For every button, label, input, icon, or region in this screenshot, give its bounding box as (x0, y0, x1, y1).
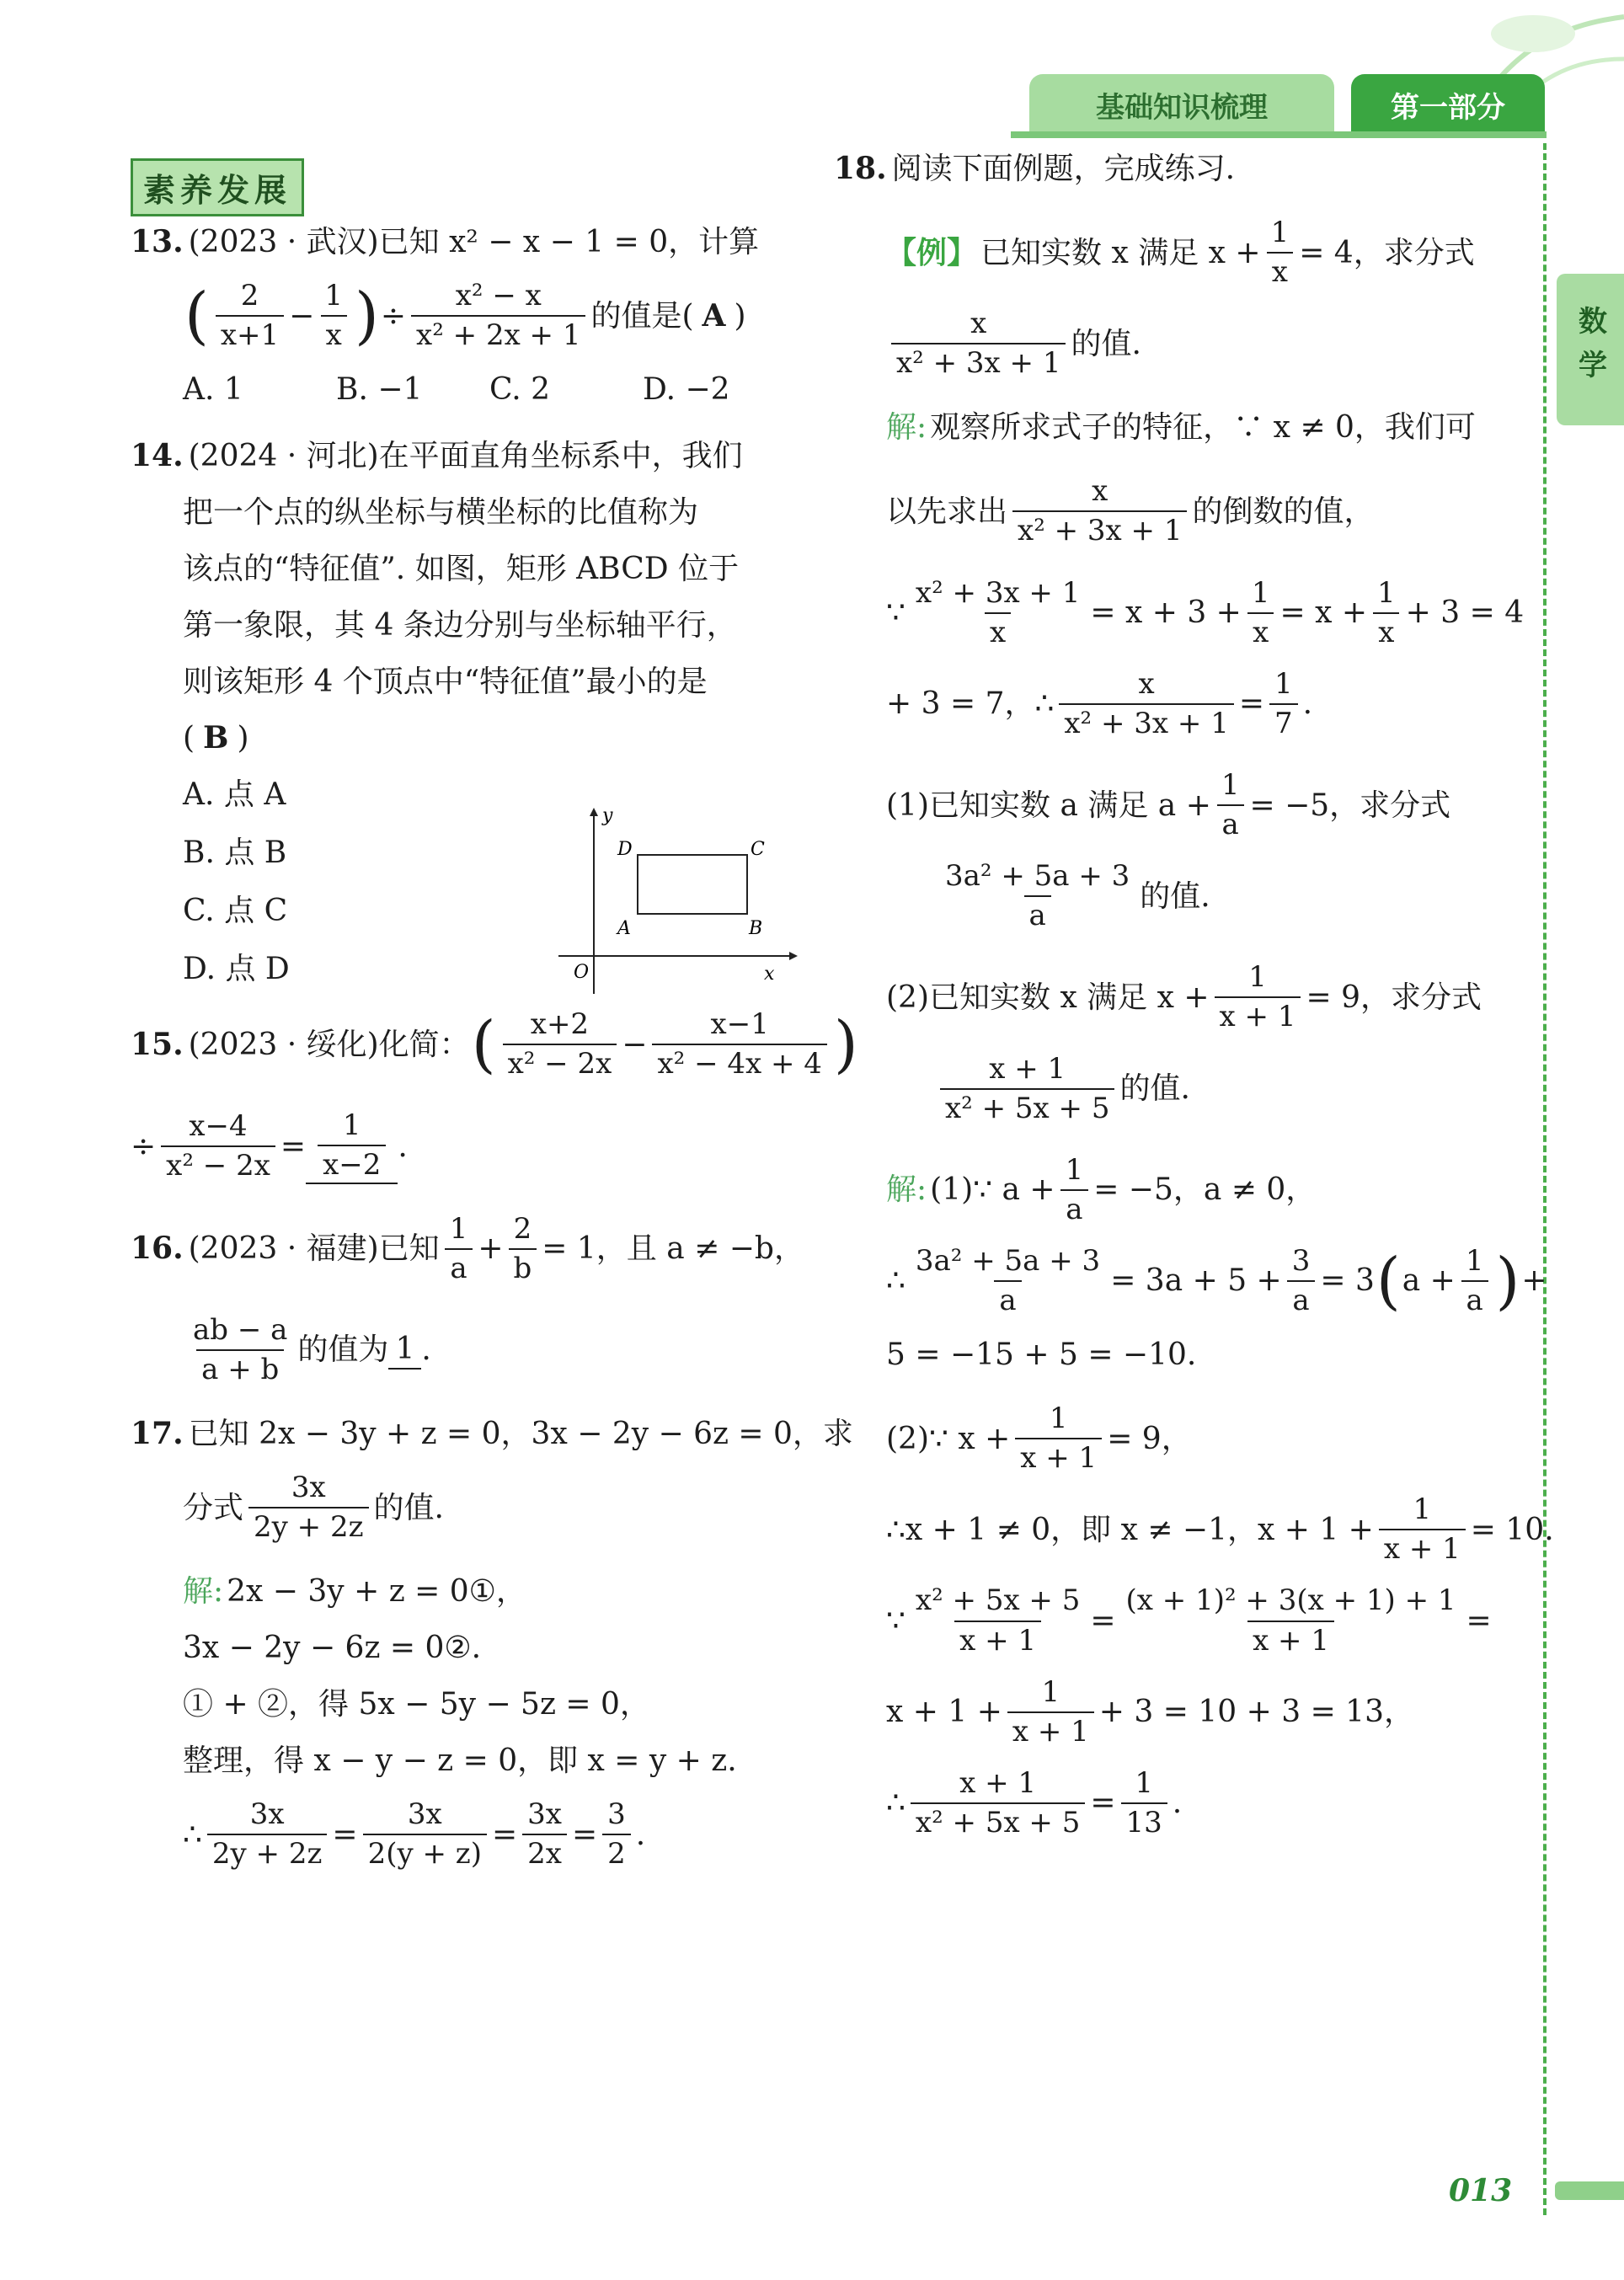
q17-tail: 的值. (373, 1490, 444, 1525)
q17-number: 17. (131, 1415, 184, 1451)
q18-example-sol-2 (834, 475, 1508, 547)
q18-sol2-line-3 (834, 1584, 1508, 1657)
section-badge: 素养发展 (131, 158, 304, 216)
numerator: 1 (1221, 767, 1240, 802)
q16-tail: 的值为 (297, 1332, 389, 1368)
denominator: x + 1 (1007, 1711, 1094, 1749)
fraction (602, 1798, 631, 1871)
fraction (207, 1798, 328, 1871)
fraction (1060, 1154, 1089, 1226)
paren-close: ) (734, 298, 746, 334)
numerator: x+2 (530, 1007, 590, 1042)
paren-close: ) (833, 1008, 858, 1081)
q13-text: (2023 · 武汉)已知 x² − x − 1 = 0，计算 (188, 225, 760, 259)
q14-line-2 (131, 494, 796, 531)
solution-text: = 9， (1107, 1421, 1192, 1456)
denominator: x−2 (318, 1145, 386, 1182)
option-a: A. 点 A (183, 777, 286, 813)
numerator: x−4 (189, 1109, 248, 1144)
numerator: 1 (1041, 1674, 1060, 1709)
solution-text: = 3a + 5 + (1110, 1263, 1282, 1299)
rectangle-abcd (638, 855, 747, 914)
numerator: 1 (1251, 575, 1270, 610)
option-c: C. 点 C (183, 894, 288, 929)
solution-text: = x + (1279, 595, 1368, 631)
q17-sol-2 (131, 1629, 796, 1667)
q14-line-5 (131, 663, 796, 701)
fraction (891, 307, 1066, 380)
numerator: 3x (291, 1470, 326, 1504)
operator: = (1090, 1604, 1116, 1639)
fraction (509, 1213, 537, 1285)
operator: = (332, 1817, 358, 1852)
solution-text: 整理，得 x − y − z = 0，即 x = y + z. (183, 1743, 737, 1779)
fraction (1059, 668, 1233, 740)
q15-answer-blank (306, 1109, 398, 1183)
q16-line-1 (131, 1211, 804, 1285)
fraction (911, 1767, 1085, 1839)
q15-line-2 (131, 1109, 796, 1183)
fraction (911, 577, 1085, 649)
numerator: 1 (324, 279, 343, 312)
numerator: 1 (1274, 666, 1293, 701)
denominator: a (1024, 895, 1051, 932)
therefore-symbol: ∴ (886, 1263, 905, 1299)
q13-options (131, 371, 796, 408)
example-text: = 4，求分式 (1299, 235, 1475, 270)
part-text: (2)已知实数 x 满足 x + (886, 980, 1210, 1015)
label-b: B (749, 918, 763, 939)
left-column (131, 223, 858, 1872)
fraction (522, 1798, 567, 1871)
q18-example-line-2 (834, 307, 1508, 380)
denominator: x + 1 (1215, 996, 1301, 1033)
q18-sol1-line-3 (834, 1336, 1508, 1374)
fraction (363, 1798, 487, 1871)
paren-open: ( (471, 1008, 496, 1081)
q18-stem (834, 150, 1508, 188)
denominator: x + 1 (1379, 1529, 1466, 1566)
part-text: = 9，求分式 (1306, 980, 1482, 1015)
solution-text: x + 1 ≠ 0，即 x ≠ −1，x + 1 + (905, 1512, 1374, 1547)
right-column (834, 150, 1554, 1839)
q14-text: 把一个点的纵坐标与横坐标的比值称为 (183, 495, 699, 531)
numerator: 2 (240, 279, 259, 312)
numerator: 1 (1413, 1492, 1432, 1527)
q14-text: 第一象限，其 4 条边分别与坐标轴平行， (183, 608, 737, 643)
solution-text: + 3 = 7， (886, 686, 1035, 722)
q16-number: 16. (131, 1231, 184, 1267)
subject-side-tab: 数学 (1557, 274, 1624, 425)
q14-number: 14. (131, 438, 184, 474)
denominator: 2y + 2z (248, 1507, 369, 1544)
solution-text: = −5，a ≠ 0， (1093, 1172, 1317, 1208)
option-b: B. 点 B (183, 836, 287, 871)
numerator: 1 (1465, 1243, 1484, 1278)
q17-prefix: 分式 (183, 1490, 244, 1525)
numerator: x² − x (455, 279, 542, 312)
solution-text: 观察所求式子的特征，∵ x ≠ 0，我们可 (930, 410, 1476, 446)
q16-text: (2023 · 福建)已知 (188, 1231, 440, 1267)
example-text: 的值. (1071, 326, 1141, 361)
denominator: x (1373, 612, 1399, 649)
q18-example-sol-3 (834, 575, 1525, 649)
fraction (1372, 577, 1401, 649)
numerator: 1 (449, 1211, 468, 1246)
fraction (1015, 1402, 1102, 1475)
label-x: x (764, 964, 775, 985)
numerator: 1 (1270, 216, 1290, 249)
q18-part2-line-1 (834, 961, 1508, 1033)
x-axis-arrow (789, 952, 798, 960)
solution-text: 3x − 2y − 6z = 0②. (183, 1631, 482, 1666)
denominator: 2 (602, 1834, 631, 1871)
part-text: 的值. (1140, 878, 1210, 914)
solution-text: = x + 3 + (1090, 595, 1242, 631)
operator: ÷ (131, 1129, 157, 1164)
denominator: 13 (1121, 1802, 1167, 1839)
header-part-tab: 第一部分 (1351, 74, 1545, 135)
q13-stem (131, 223, 796, 261)
fraction (188, 1314, 292, 1386)
period: . (421, 1332, 431, 1368)
fraction (1121, 1584, 1461, 1657)
numerator: 3x (407, 1797, 442, 1832)
denominator: 7 (1269, 703, 1298, 740)
q16-condition: = 1，且 a ≠ −b， (542, 1231, 804, 1267)
q18-part2-line-2 (834, 1053, 1508, 1125)
solution-text: = 10. (1470, 1512, 1554, 1547)
q18-number: 18. (834, 151, 887, 186)
solution-label: 解: (886, 1172, 927, 1208)
label-origin: O (574, 962, 590, 983)
q16-answer-blank (388, 1330, 421, 1370)
q17-text: 已知 2x − 3y + z = 0，3x − 2y − 6z = 0，求 (188, 1416, 853, 1451)
numerator: x + 1 (989, 1051, 1066, 1086)
denominator: x² + 3x + 1 (1012, 510, 1187, 547)
numerator: 2 (513, 1211, 532, 1246)
q18-example-sol-1 (834, 408, 1508, 446)
denominator: x² − 2x (161, 1145, 275, 1183)
q13-expression (131, 280, 796, 352)
numerator: x² + 3x + 1 (915, 575, 1081, 610)
solution-text: x + 1 + (886, 1695, 1002, 1730)
denominator: x² + 2x + 1 (411, 315, 585, 352)
q17-sol-4 (131, 1742, 796, 1780)
q15-number: 15. (131, 1026, 184, 1062)
numerator: 1 (1135, 1765, 1153, 1800)
paren-open: ( (1376, 1244, 1401, 1317)
q14-line-3 (131, 550, 796, 588)
fraction (940, 860, 1135, 932)
solution-text: a + (1402, 1263, 1456, 1299)
part-text: = −5，求分式 (1249, 788, 1451, 823)
option-b: B. −1 (336, 372, 423, 408)
q13-number: 13. (131, 224, 184, 259)
q18-sol2-line-2 (834, 1492, 1554, 1567)
fraction (1266, 216, 1295, 289)
paren-close: ) (1495, 1244, 1520, 1317)
label-a: A (617, 918, 631, 939)
denominator: x (321, 315, 347, 352)
denominator: x² + 5x + 5 (911, 1802, 1085, 1839)
q18-sol1-line-1 (834, 1154, 1508, 1226)
q18-text: 阅读下面例题，完成练习. (891, 152, 1236, 186)
denominator: 2y + 2z (207, 1834, 328, 1871)
numerator: x (970, 307, 987, 341)
numerator: x + 1 (959, 1765, 1037, 1800)
denominator: a (1287, 1280, 1314, 1317)
operator: = (571, 1817, 598, 1852)
fraction (652, 1008, 826, 1081)
q18-sol2-line-5 (834, 1767, 1508, 1839)
q14-answer-line (131, 719, 796, 757)
therefore-symbol: ∴ (886, 1512, 905, 1547)
q16-answer: 1 (395, 1332, 415, 1367)
operator: = (491, 1817, 518, 1852)
fraction (1012, 475, 1187, 547)
label-d: D (617, 839, 633, 860)
q14-text: (2024 · 河北)在平面直角坐标系中，我们 (188, 439, 743, 474)
paren-close: ) (354, 280, 379, 353)
option-c: C. 2 (489, 372, 551, 408)
q18-example-sol-4 (834, 668, 1508, 740)
q13-answer: A (702, 297, 726, 334)
paren-close: ) (237, 721, 249, 756)
numerator: x−1 (710, 1007, 769, 1042)
solution-text: 以先求出 (886, 494, 1008, 529)
numerator: x (1138, 666, 1155, 701)
q14-line-1 (131, 437, 796, 475)
footer-bar (1555, 2181, 1624, 2200)
part-text: 的值. (1119, 1071, 1190, 1107)
margin-dashed-line (1543, 143, 1547, 2215)
q18-sol2-line-1 (834, 1402, 1508, 1475)
denominator: x (985, 612, 1011, 649)
header-band (1011, 131, 1547, 138)
example-text: 已知实数 x 满足 x + (980, 235, 1261, 270)
solution-text: 5 = −15 + 5 = −10. (886, 1338, 1197, 1373)
solution-text: 的倒数的值， (1192, 494, 1375, 529)
because-symbol: ∵ (886, 1604, 905, 1639)
denominator: x + 1 (1015, 1438, 1102, 1475)
fraction (1461, 1245, 1489, 1317)
q16-line-2 (131, 1314, 796, 1386)
q14-text: 则该矩形 4 个顶点中“特征值”最小的是 (183, 665, 708, 700)
q14-answer: B (203, 720, 229, 756)
q18-part1-line-2 (834, 860, 1508, 932)
numerator: 3a² + 5a + 3 (945, 859, 1130, 894)
paren-open: ( (183, 721, 195, 756)
therefore-symbol: ∴ (1034, 686, 1055, 722)
denominator: a + b (196, 1349, 284, 1386)
fraction (1379, 1493, 1466, 1566)
numerator: 1 (1248, 960, 1267, 995)
q17-sol-1 (131, 1573, 796, 1610)
numerator: 3x (249, 1797, 285, 1832)
operator: = (1466, 1604, 1492, 1639)
denominator: b (509, 1248, 537, 1285)
operator: = (280, 1129, 307, 1164)
period: . (398, 1129, 408, 1164)
q14-text: 该点的“特征值”. 如图，矩形 ABCD 位于 (183, 552, 740, 587)
operator: ÷ (380, 298, 407, 334)
example-tag: 【例】 (886, 234, 978, 270)
part-text: (1)已知实数 a 满足 a + (886, 788, 1211, 823)
fraction (216, 280, 284, 352)
denominator: 2(y + z) (363, 1834, 487, 1871)
paren-open: ( (184, 280, 209, 353)
numerator: 3 (1291, 1243, 1311, 1278)
denominator: x (1247, 612, 1274, 649)
operator: = (1238, 686, 1264, 722)
because-symbol: ∵ (886, 595, 905, 631)
q14-line-4 (131, 606, 796, 644)
fraction (319, 280, 348, 352)
denominator: x+1 (216, 315, 284, 352)
denominator: x (1267, 252, 1293, 289)
q15-answer (318, 1109, 386, 1182)
option-a: A. 1 (183, 372, 243, 408)
numerator: 1 (1049, 1402, 1068, 1436)
fraction (1007, 1676, 1094, 1749)
period: . (1172, 1786, 1183, 1821)
solution-text: (2)∵ x + (886, 1421, 1011, 1456)
denominator: x² + 3x + 1 (1059, 703, 1233, 740)
period: . (1302, 686, 1313, 722)
numerator: (x + 1)² + 3(x + 1) + 1 (1125, 1583, 1456, 1618)
fraction (911, 1245, 1105, 1317)
q15-text: (2023 · 绥化)化简： (188, 1027, 470, 1062)
therefore-symbol: ∴ (886, 1786, 905, 1821)
numerator: 1 (1065, 1152, 1084, 1187)
denominator: a (1060, 1189, 1087, 1226)
numerator: 1 (1377, 575, 1396, 610)
denominator: a (994, 1280, 1021, 1317)
solution-text: 2x − 3y + z = 0①， (227, 1574, 526, 1610)
fraction (248, 1471, 369, 1544)
q18-sol2-line-4 (834, 1676, 1508, 1749)
q18-part1-line-1 (834, 769, 1508, 841)
denominator: x² + 3x + 1 (891, 343, 1066, 380)
fraction (161, 1110, 275, 1183)
numerator: ab − a (193, 1312, 288, 1347)
numerator: 1 (342, 1108, 361, 1143)
solution-label: 解: (183, 1574, 224, 1610)
therefore-symbol: ∴ (183, 1817, 202, 1852)
fraction (1269, 668, 1298, 740)
denominator: a (445, 1248, 472, 1285)
option-d: D. −2 (643, 372, 730, 408)
q17-line-1 (131, 1415, 853, 1453)
fraction (911, 1584, 1085, 1657)
fraction (1216, 769, 1245, 841)
fraction (411, 280, 585, 352)
denominator: x + 1 (954, 1621, 1041, 1658)
fraction (1287, 1245, 1316, 1317)
operator: − (622, 1027, 648, 1062)
q18-sol1-line-2 (834, 1243, 1547, 1317)
label-c: C (751, 839, 765, 860)
q17-sol-3 (131, 1685, 796, 1723)
solution-text: (1)∵ a + (930, 1172, 1055, 1208)
solution-text: + (1521, 1263, 1547, 1299)
y-axis-arrow (590, 808, 598, 816)
solution-text: + 3 = 10 + 3 = 13， (1098, 1695, 1414, 1730)
label-y: y (602, 805, 613, 826)
denominator: x² − 2x (503, 1044, 617, 1081)
option-d: D. 点 D (183, 952, 290, 987)
numerator: x² + 5x + 5 (915, 1583, 1081, 1618)
page-number: 013 (1449, 2173, 1513, 2208)
denominator: 2x (522, 1834, 567, 1871)
period: . (635, 1817, 646, 1852)
solution-text: = 3 (1320, 1263, 1375, 1299)
numerator: 3x (527, 1797, 562, 1832)
header-section-tab: 基础知识梳理 (1029, 74, 1334, 135)
denominator: x² + 5x + 5 (940, 1088, 1114, 1125)
fraction (503, 1008, 617, 1081)
solution-text: ① + ②，得 5x − 5y − 5z = 0， (183, 1687, 650, 1722)
fraction (445, 1213, 473, 1285)
solution-label: 解: (886, 410, 927, 446)
operator: + (478, 1231, 504, 1267)
denominator: a (1217, 804, 1244, 841)
fraction (1215, 961, 1301, 1033)
numerator: 3 (607, 1797, 626, 1832)
q17-line-2 (131, 1471, 796, 1544)
q15-line-1 (131, 1007, 858, 1081)
q14-coordinate-graph (552, 804, 804, 998)
numerator: x (1092, 474, 1108, 509)
q18-example-line-1 (834, 216, 1508, 289)
q13-tail: 的值是( (590, 298, 694, 334)
numerator: 3a² + 5a + 3 (915, 1243, 1101, 1278)
operator: − (289, 298, 315, 334)
fraction (1247, 577, 1275, 649)
denominator: x + 1 (1247, 1621, 1334, 1658)
fraction (940, 1053, 1114, 1125)
operator: = (1090, 1786, 1116, 1821)
solution-text: + 3 = 4 (1405, 595, 1525, 631)
q17-sol-5 (131, 1798, 796, 1871)
denominator: a (1461, 1280, 1488, 1317)
fraction (1121, 1767, 1167, 1839)
denominator: x² − 4x + 4 (652, 1044, 826, 1081)
